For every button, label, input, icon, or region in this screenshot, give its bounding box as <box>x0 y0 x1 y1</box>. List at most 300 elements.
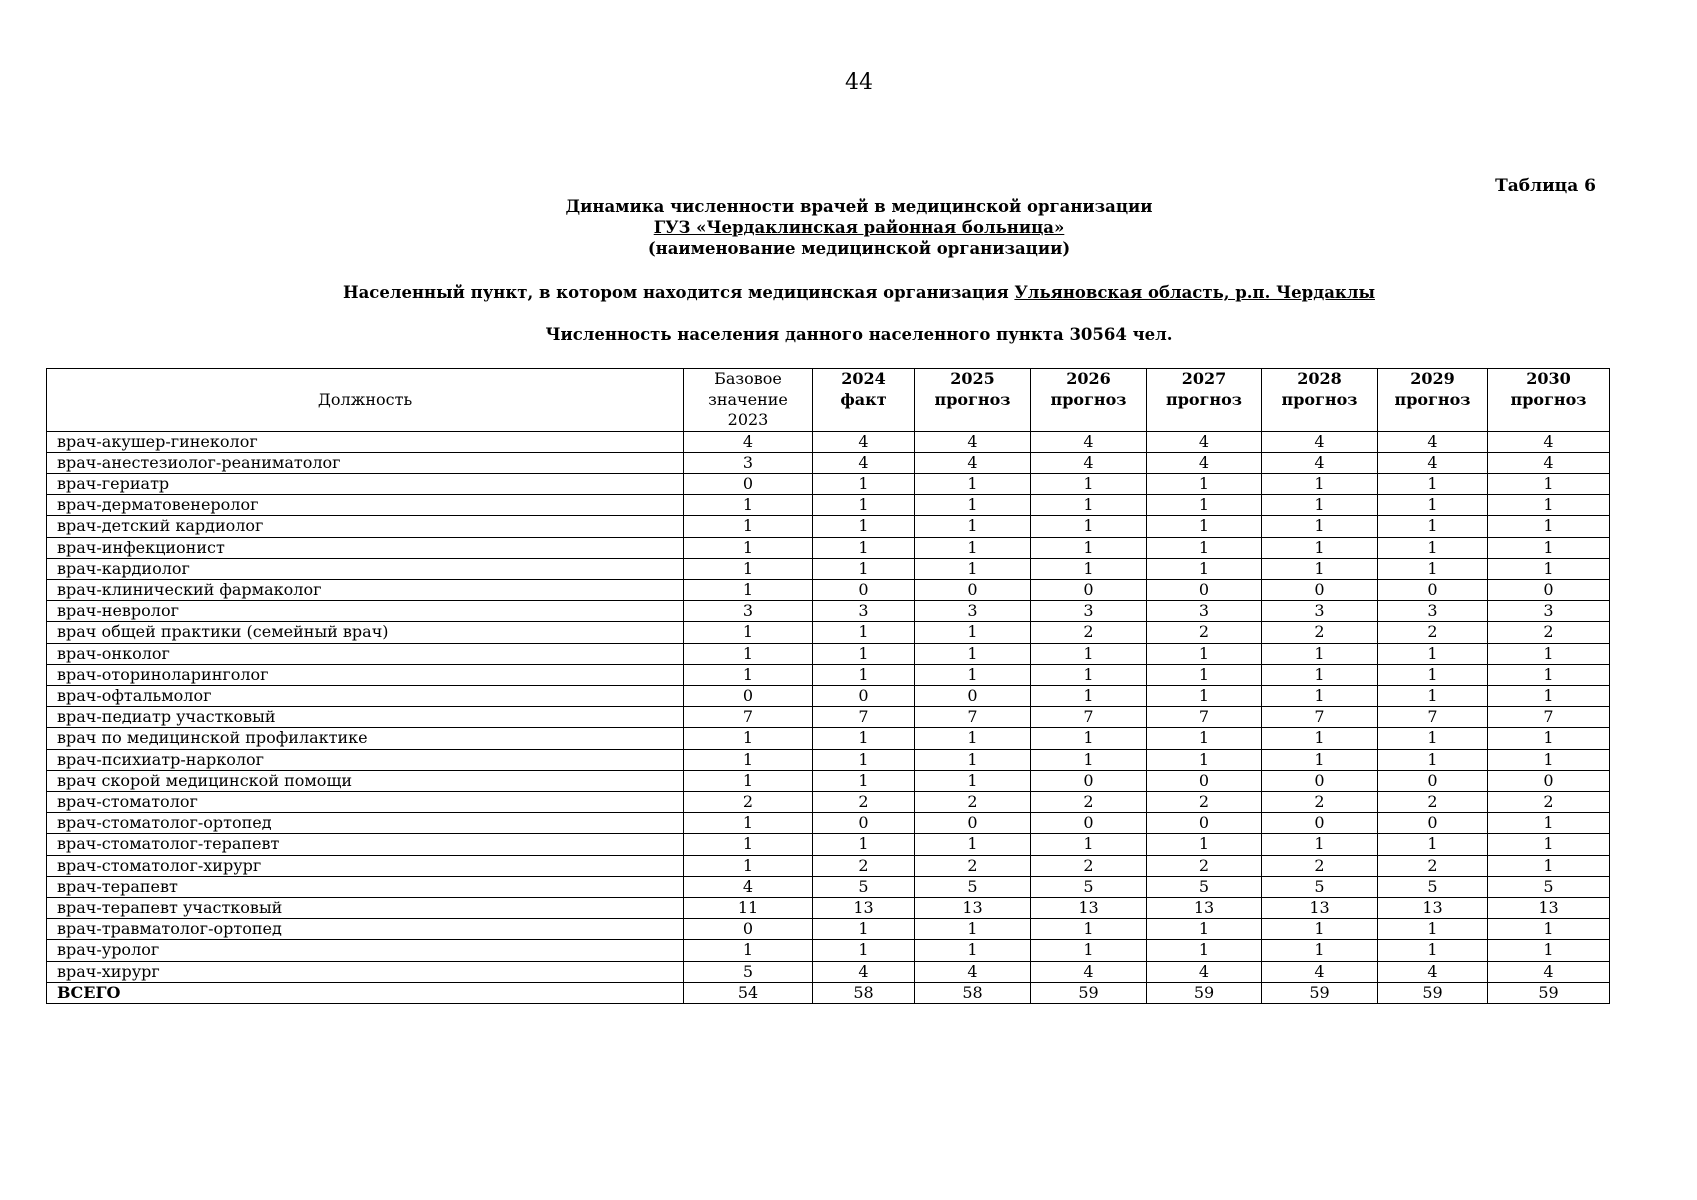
cell-value: 1 <box>1378 537 1488 558</box>
cell-value: 1 <box>1378 749 1488 770</box>
cell-value: 1 <box>1031 664 1147 685</box>
cell-value: 1 <box>1147 749 1262 770</box>
cell-value: 1 <box>1488 834 1610 855</box>
cell-value: 1 <box>813 834 915 855</box>
cell-value: 1 <box>1488 855 1610 876</box>
header-base-line: Базовое <box>714 369 782 388</box>
cell-value: 1 <box>1262 940 1378 961</box>
header-year-label: 2027 <box>1181 369 1227 388</box>
table-row <box>47 516 1610 537</box>
cell-value: 4 <box>1378 961 1488 982</box>
table-row <box>47 876 1610 897</box>
cell-value: 1 <box>1378 685 1488 706</box>
cell-value: 7 <box>1147 707 1262 728</box>
table-row <box>47 749 1610 770</box>
cell-value: 1 <box>1262 643 1378 664</box>
cell-value: 1 <box>1031 516 1147 537</box>
cell-value: 1 <box>915 622 1031 643</box>
cell-value: 1 <box>684 579 813 600</box>
cell-value: 2 <box>1378 855 1488 876</box>
cell-value: 3 <box>1262 601 1378 622</box>
cell-value: 1 <box>915 940 1031 961</box>
header-year <box>1031 369 1147 432</box>
position-name: врач общей практики (семейный врач) <box>47 622 684 643</box>
table-body <box>47 431 1610 1003</box>
position-name: врач-терапевт участковый <box>47 897 684 918</box>
cell-value: 1 <box>1262 685 1378 706</box>
cell-value: 2 <box>1147 791 1262 812</box>
cell-value: 1 <box>1147 919 1262 940</box>
cell-value: 0 <box>1031 770 1147 791</box>
cell-value: 0 <box>684 473 813 494</box>
cell-value: 1 <box>1147 685 1262 706</box>
cell-value: 1 <box>813 473 915 494</box>
position-name: врач-невролог <box>47 601 684 622</box>
cell-value: 1 <box>1488 495 1610 516</box>
position-name: врач-терапевт <box>47 876 684 897</box>
cell-value: 2 <box>813 855 915 876</box>
cell-value: 1 <box>1147 516 1262 537</box>
position-name: врач-стоматолог-ортопед <box>47 813 684 834</box>
position-name: врач-клинический фармаколог <box>47 579 684 600</box>
header-year-label: 2029 <box>1410 369 1455 388</box>
table-row <box>47 919 1610 940</box>
position-name: врач-детский кардиолог <box>47 516 684 537</box>
table-row <box>47 579 1610 600</box>
cell-value: 4 <box>1031 431 1147 452</box>
cell-value: 3 <box>1031 601 1147 622</box>
cell-value: 13 <box>915 897 1031 918</box>
table-row <box>47 813 1610 834</box>
cell-value: 7 <box>684 707 813 728</box>
table-row <box>47 473 1610 494</box>
cell-value: 2 <box>1488 622 1610 643</box>
cell-value: 1 <box>684 813 813 834</box>
cell-value: 2 <box>1147 855 1262 876</box>
cell-value: 1 <box>1031 558 1147 579</box>
cell-value: 1 <box>915 643 1031 664</box>
cell-value: 1 <box>813 516 915 537</box>
cell-value: 2 <box>1262 791 1378 812</box>
header-year-label: 2028 <box>1297 369 1342 388</box>
cell-value: 5 <box>1378 876 1488 897</box>
header-base <box>684 369 813 432</box>
cell-value: 1 <box>1147 473 1262 494</box>
cell-value: 1 <box>1147 664 1262 685</box>
cell-value: 1 <box>1147 940 1262 961</box>
cell-value: 1 <box>1488 473 1610 494</box>
position-name: врач-офтальмолог <box>47 685 684 706</box>
table-row <box>47 707 1610 728</box>
cell-value: 3 <box>684 601 813 622</box>
table-number: Таблица 6 <box>1495 176 1596 196</box>
total-value: 59 <box>1031 982 1147 1003</box>
cell-value: 0 <box>684 685 813 706</box>
cell-value: 2 <box>1378 622 1488 643</box>
position-name: врач-уролог <box>47 940 684 961</box>
cell-value: 1 <box>813 558 915 579</box>
cell-value: 4 <box>684 431 813 452</box>
cell-value: 7 <box>813 707 915 728</box>
cell-value: 0 <box>684 919 813 940</box>
cell-value: 4 <box>1488 431 1610 452</box>
cell-value: 4 <box>1147 452 1262 473</box>
header-year-kind: прогноз <box>1394 389 1471 409</box>
position-name: врач-хирург <box>47 961 684 982</box>
table-row <box>47 537 1610 558</box>
header-year-label: 2024 <box>841 369 886 388</box>
cell-value: 0 <box>1488 770 1610 791</box>
cell-value: 5 <box>813 876 915 897</box>
cell-value: 1 <box>1262 537 1378 558</box>
cell-value: 2 <box>1262 855 1378 876</box>
header-year <box>1378 369 1488 432</box>
cell-value: 1 <box>813 749 915 770</box>
header-year-kind: прогноз <box>934 389 1011 409</box>
cell-value: 4 <box>915 961 1031 982</box>
cell-value: 4 <box>813 961 915 982</box>
position-name: врач-инфекционист <box>47 537 684 558</box>
table-row <box>47 664 1610 685</box>
cell-value: 2 <box>1378 791 1488 812</box>
cell-value: 1 <box>1488 919 1610 940</box>
cell-value: 7 <box>1031 707 1147 728</box>
organization-caption: (наименование медицинской организации) <box>647 239 1071 258</box>
cell-value: 0 <box>915 685 1031 706</box>
cell-value: 1 <box>1262 516 1378 537</box>
cell-value: 1 <box>915 919 1031 940</box>
cell-value: 4 <box>813 431 915 452</box>
cell-value: 0 <box>1031 813 1147 834</box>
cell-value: 1 <box>813 495 915 516</box>
cell-value: 3 <box>813 601 915 622</box>
cell-value: 1 <box>1488 537 1610 558</box>
cell-value: 2 <box>1488 791 1610 812</box>
total-value: 58 <box>915 982 1031 1003</box>
header-year-kind: прогноз <box>1050 389 1127 409</box>
cell-value: 1 <box>915 537 1031 558</box>
header-base-line: значение <box>708 389 788 409</box>
cell-value: 1 <box>1147 558 1262 579</box>
cell-value: 0 <box>1147 579 1262 600</box>
cell-value: 13 <box>1378 897 1488 918</box>
cell-value: 1 <box>915 473 1031 494</box>
header-base-line: 2023 <box>727 410 769 429</box>
cell-value: 4 <box>1488 452 1610 473</box>
cell-value: 1 <box>684 728 813 749</box>
total-value: 58 <box>813 982 915 1003</box>
locality-line <box>0 283 1697 302</box>
cell-value: 1 <box>1488 643 1610 664</box>
cell-value: 1 <box>1378 558 1488 579</box>
cell-value: 1 <box>915 749 1031 770</box>
cell-value: 0 <box>813 579 915 600</box>
cell-value: 5 <box>684 961 813 982</box>
cell-value: 0 <box>813 813 915 834</box>
header-year-label: 2026 <box>1066 369 1111 388</box>
cell-value: 1 <box>684 537 813 558</box>
total-label: ВСЕГО <box>47 982 684 1003</box>
cell-value: 3 <box>915 601 1031 622</box>
cell-value: 1 <box>684 558 813 579</box>
header-year-kind: прогноз <box>1166 389 1242 409</box>
page-number: 44 <box>845 70 873 95</box>
cell-value: 1 <box>1147 728 1262 749</box>
cell-value: 11 <box>684 897 813 918</box>
cell-value: 3 <box>1488 601 1610 622</box>
table-row <box>47 855 1610 876</box>
table-row <box>47 601 1610 622</box>
cell-value: 1 <box>813 643 915 664</box>
cell-value: 1 <box>813 770 915 791</box>
position-name: врач-анестезиолог-реаниматолог <box>47 452 684 473</box>
header-year-label: 2030 <box>1526 369 1571 388</box>
cell-value: 4 <box>1147 431 1262 452</box>
cell-value: 2 <box>813 791 915 812</box>
cell-value: 1 <box>1147 537 1262 558</box>
cell-value: 13 <box>1147 897 1262 918</box>
cell-value: 1 <box>915 834 1031 855</box>
header-year-kind: прогноз <box>1281 389 1358 409</box>
cell-value: 1 <box>1378 495 1488 516</box>
position-name: врач-кардиолог <box>47 558 684 579</box>
cell-value: 1 <box>813 622 915 643</box>
position-name: врач-гериатр <box>47 473 684 494</box>
cell-value: 0 <box>915 813 1031 834</box>
cell-value: 13 <box>1031 897 1147 918</box>
cell-value: 4 <box>1031 961 1147 982</box>
cell-value: 0 <box>1378 579 1488 600</box>
position-name: врач-стоматолог-терапевт <box>47 834 684 855</box>
cell-value: 13 <box>1488 897 1610 918</box>
cell-value: 0 <box>1262 579 1378 600</box>
total-value: 54 <box>684 982 813 1003</box>
cell-value: 1 <box>1488 749 1610 770</box>
cell-value: 5 <box>1031 876 1147 897</box>
cell-value: 0 <box>1262 770 1378 791</box>
cell-value: 4 <box>915 431 1031 452</box>
cell-value: 1 <box>684 834 813 855</box>
cell-value: 0 <box>1147 770 1262 791</box>
cell-value: 2 <box>684 791 813 812</box>
cell-value: 1 <box>915 516 1031 537</box>
position-name: врач-акушер-гинеколог <box>47 431 684 452</box>
position-name: врач-оториноларинголог <box>47 664 684 685</box>
cell-value: 1 <box>813 664 915 685</box>
table-header-row <box>47 369 1610 432</box>
position-name: врач-онколог <box>47 643 684 664</box>
table-row <box>47 495 1610 516</box>
cell-value: 1 <box>1262 919 1378 940</box>
header-year <box>813 369 915 432</box>
cell-value: 1 <box>915 664 1031 685</box>
cell-value: 1 <box>1031 940 1147 961</box>
cell-value: 1 <box>1031 834 1147 855</box>
table-row <box>47 897 1610 918</box>
position-name: врач-педиатр участковый <box>47 707 684 728</box>
cell-value: 1 <box>1378 834 1488 855</box>
cell-value: 1 <box>1488 516 1610 537</box>
cell-value: 1 <box>915 770 1031 791</box>
cell-value: 1 <box>915 728 1031 749</box>
cell-value: 1 <box>1488 685 1610 706</box>
total-value: 59 <box>1488 982 1610 1003</box>
cell-value: 4 <box>1262 431 1378 452</box>
table-row <box>47 558 1610 579</box>
cell-value: 1 <box>1031 919 1147 940</box>
doctors-table <box>46 368 1610 1004</box>
cell-value: 13 <box>1262 897 1378 918</box>
cell-value: 4 <box>1488 961 1610 982</box>
cell-value: 1 <box>1147 495 1262 516</box>
table-row <box>47 940 1610 961</box>
cell-value: 1 <box>684 940 813 961</box>
table-row <box>47 685 1610 706</box>
cell-value: 2 <box>915 791 1031 812</box>
cell-value: 0 <box>1378 813 1488 834</box>
cell-value: 1 <box>684 749 813 770</box>
cell-value: 1 <box>1378 940 1488 961</box>
table-row <box>47 431 1610 452</box>
header-position: Должность <box>47 369 684 432</box>
cell-value: 1 <box>1488 728 1610 749</box>
cell-value: 1 <box>1488 813 1610 834</box>
cell-value: 5 <box>1488 876 1610 897</box>
position-name: врач-психиатр-нарколог <box>47 749 684 770</box>
total-value: 59 <box>1378 982 1488 1003</box>
cell-value: 4 <box>915 452 1031 473</box>
locality-value: Ульяновская область, р.п. Чердаклы <box>1014 283 1375 302</box>
cell-value: 7 <box>915 707 1031 728</box>
cell-value: 1 <box>813 940 915 961</box>
cell-value: 2 <box>1262 622 1378 643</box>
cell-value: 1 <box>1488 664 1610 685</box>
cell-value: 1 <box>1262 749 1378 770</box>
cell-value: 7 <box>1262 707 1378 728</box>
cell-value: 1 <box>1378 919 1488 940</box>
total-value: 59 <box>1147 982 1262 1003</box>
cell-value: 1 <box>1031 643 1147 664</box>
cell-value: 4 <box>1378 431 1488 452</box>
cell-value: 13 <box>813 897 915 918</box>
cell-value: 4 <box>1262 961 1378 982</box>
cell-value: 1 <box>1262 834 1378 855</box>
cell-value: 1 <box>1031 473 1147 494</box>
cell-value: 1 <box>1378 516 1488 537</box>
position-name: врач-дерматовенеролог <box>47 495 684 516</box>
cell-value: 1 <box>1262 495 1378 516</box>
cell-value: 1 <box>813 919 915 940</box>
table-row <box>47 834 1610 855</box>
cell-value: 1 <box>1031 685 1147 706</box>
cell-value: 0 <box>1031 579 1147 600</box>
header-year <box>915 369 1031 432</box>
cell-value: 7 <box>1488 707 1610 728</box>
population-line: Численность населения данного населенного пункта 30564 чел. <box>545 325 1173 344</box>
table-total-row <box>47 982 1610 1003</box>
cell-value: 0 <box>813 685 915 706</box>
cell-value: 1 <box>1488 558 1610 579</box>
cell-value: 2 <box>1147 622 1262 643</box>
cell-value: 1 <box>1031 749 1147 770</box>
cell-value: 2 <box>1031 791 1147 812</box>
table-row <box>47 643 1610 664</box>
cell-value: 1 <box>915 558 1031 579</box>
cell-value: 1 <box>1378 664 1488 685</box>
cell-value: 0 <box>1147 813 1262 834</box>
cell-value: 1 <box>684 516 813 537</box>
cell-value: 0 <box>1378 770 1488 791</box>
cell-value: 0 <box>1262 813 1378 834</box>
cell-value: 1 <box>1262 558 1378 579</box>
cell-value: 4 <box>684 876 813 897</box>
header-year <box>1262 369 1378 432</box>
cell-value: 1 <box>684 855 813 876</box>
header-year-label: 2025 <box>950 369 995 388</box>
cell-value: 1 <box>684 770 813 791</box>
cell-value: 1 <box>1031 537 1147 558</box>
cell-value: 2 <box>915 855 1031 876</box>
position-name: врач-травматолог-ортопед <box>47 919 684 940</box>
table-row <box>47 961 1610 982</box>
cell-value: 4 <box>1262 452 1378 473</box>
position-name: врач по медицинской профилактике <box>47 728 684 749</box>
position-name: врач-стоматолог <box>47 791 684 812</box>
cell-value: 4 <box>1147 961 1262 982</box>
cell-value: 1 <box>1031 728 1147 749</box>
cell-value: 5 <box>1262 876 1378 897</box>
cell-value: 2 <box>1031 855 1147 876</box>
position-name: врач-стоматолог-хирург <box>47 855 684 876</box>
cell-value: 1 <box>813 537 915 558</box>
organization-name: ГУЗ «Чердаклинская районная больница» <box>653 218 1065 237</box>
cell-value: 1 <box>1262 664 1378 685</box>
cell-value: 1 <box>915 495 1031 516</box>
cell-value: 1 <box>1147 643 1262 664</box>
cell-value: 5 <box>1147 876 1262 897</box>
cell-value: 7 <box>1378 707 1488 728</box>
table-row <box>47 770 1610 791</box>
cell-value: 1 <box>1147 834 1262 855</box>
cell-value: 4 <box>813 452 915 473</box>
cell-value: 4 <box>1031 452 1147 473</box>
header-year-kind: прогноз <box>1510 389 1587 409</box>
cell-value: 0 <box>915 579 1031 600</box>
cell-value: 1 <box>1378 643 1488 664</box>
cell-value: 1 <box>684 664 813 685</box>
header-year <box>1147 369 1262 432</box>
header-year <box>1488 369 1610 432</box>
header-year-kind: факт <box>840 389 887 409</box>
cell-value: 1 <box>813 728 915 749</box>
cell-value: 1 <box>1378 728 1488 749</box>
total-value: 59 <box>1262 982 1378 1003</box>
cell-value: 1 <box>1378 473 1488 494</box>
cell-value: 3 <box>1378 601 1488 622</box>
cell-value: 1 <box>1488 940 1610 961</box>
table-row <box>47 791 1610 812</box>
cell-value: 1 <box>1262 473 1378 494</box>
cell-value: 1 <box>684 495 813 516</box>
table-row <box>47 728 1610 749</box>
position-name: врач скорой медицинской помощи <box>47 770 684 791</box>
table-row <box>47 452 1610 473</box>
cell-value: 1 <box>1031 495 1147 516</box>
cell-value: 1 <box>1262 728 1378 749</box>
cell-value: 3 <box>684 452 813 473</box>
cell-value: 1 <box>684 622 813 643</box>
cell-value: 5 <box>915 876 1031 897</box>
